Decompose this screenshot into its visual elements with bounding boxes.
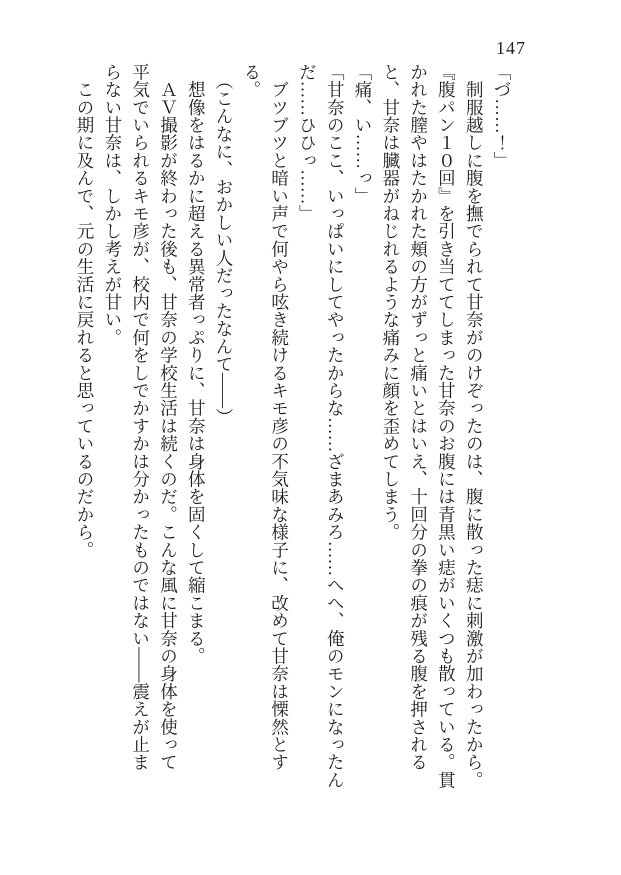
text-line: る。 (241, 63, 262, 99)
text-line: 平気でいられるキモ彦が、校内で何をしでかすかは分かったものではない――震えが止ま (130, 63, 151, 771)
text-line: 「甘奈のここ、いっぱいにしてやったからな……ざまあみろ……へへ、俺のモンになったん (325, 63, 346, 789)
body-text (70, 63, 515, 811)
text-line: と、甘奈は臓器がねじれるような痛みに顔を歪めてしまう。 (380, 63, 401, 541)
text-line: 『腹パン１０回』を引き当ててしまった甘奈のお腹には青黒い痣がいくつも散っている。貫 (436, 63, 457, 789)
text-line: 「づ……！」 (492, 63, 512, 170)
text-line: 「痛、い……っ」 (353, 63, 374, 205)
text-line: かれた膣やはたかれた頬の方がずっと痛いとはいえ、十回分の拳の痕が残る腹を押される (408, 63, 429, 772)
text-line: 制服越しに腹を撫でられて甘奈がのけぞったのは、腹に散った痣に刺激が加わったから。 (464, 63, 485, 789)
text-line: （こんなに、おかしい人だったなんて――） (214, 63, 235, 426)
text-line: らない甘奈は、しかし考えが甘い。 (102, 63, 123, 347)
text-line: 想像をはるかに超える異常者っぷりに、甘奈は身体を固くして縮こまる。 (186, 63, 207, 665)
page-number: 147 (496, 38, 526, 58)
text-line: ＡＶ撮影が終わった後も、甘奈の学校生活は続くのだ。こんな風に甘奈の身体を使って (158, 63, 179, 771)
text-line: この期に及んで、元の生活に戻れると思っているのだから。 (75, 63, 96, 559)
text-line: ブツブツと暗い声で何やら呟き続けるキモ彦の不気味な様子に、改めて甘奈は慄然とす (269, 63, 290, 771)
text-line: だ……ひひっ……」 (297, 63, 318, 223)
